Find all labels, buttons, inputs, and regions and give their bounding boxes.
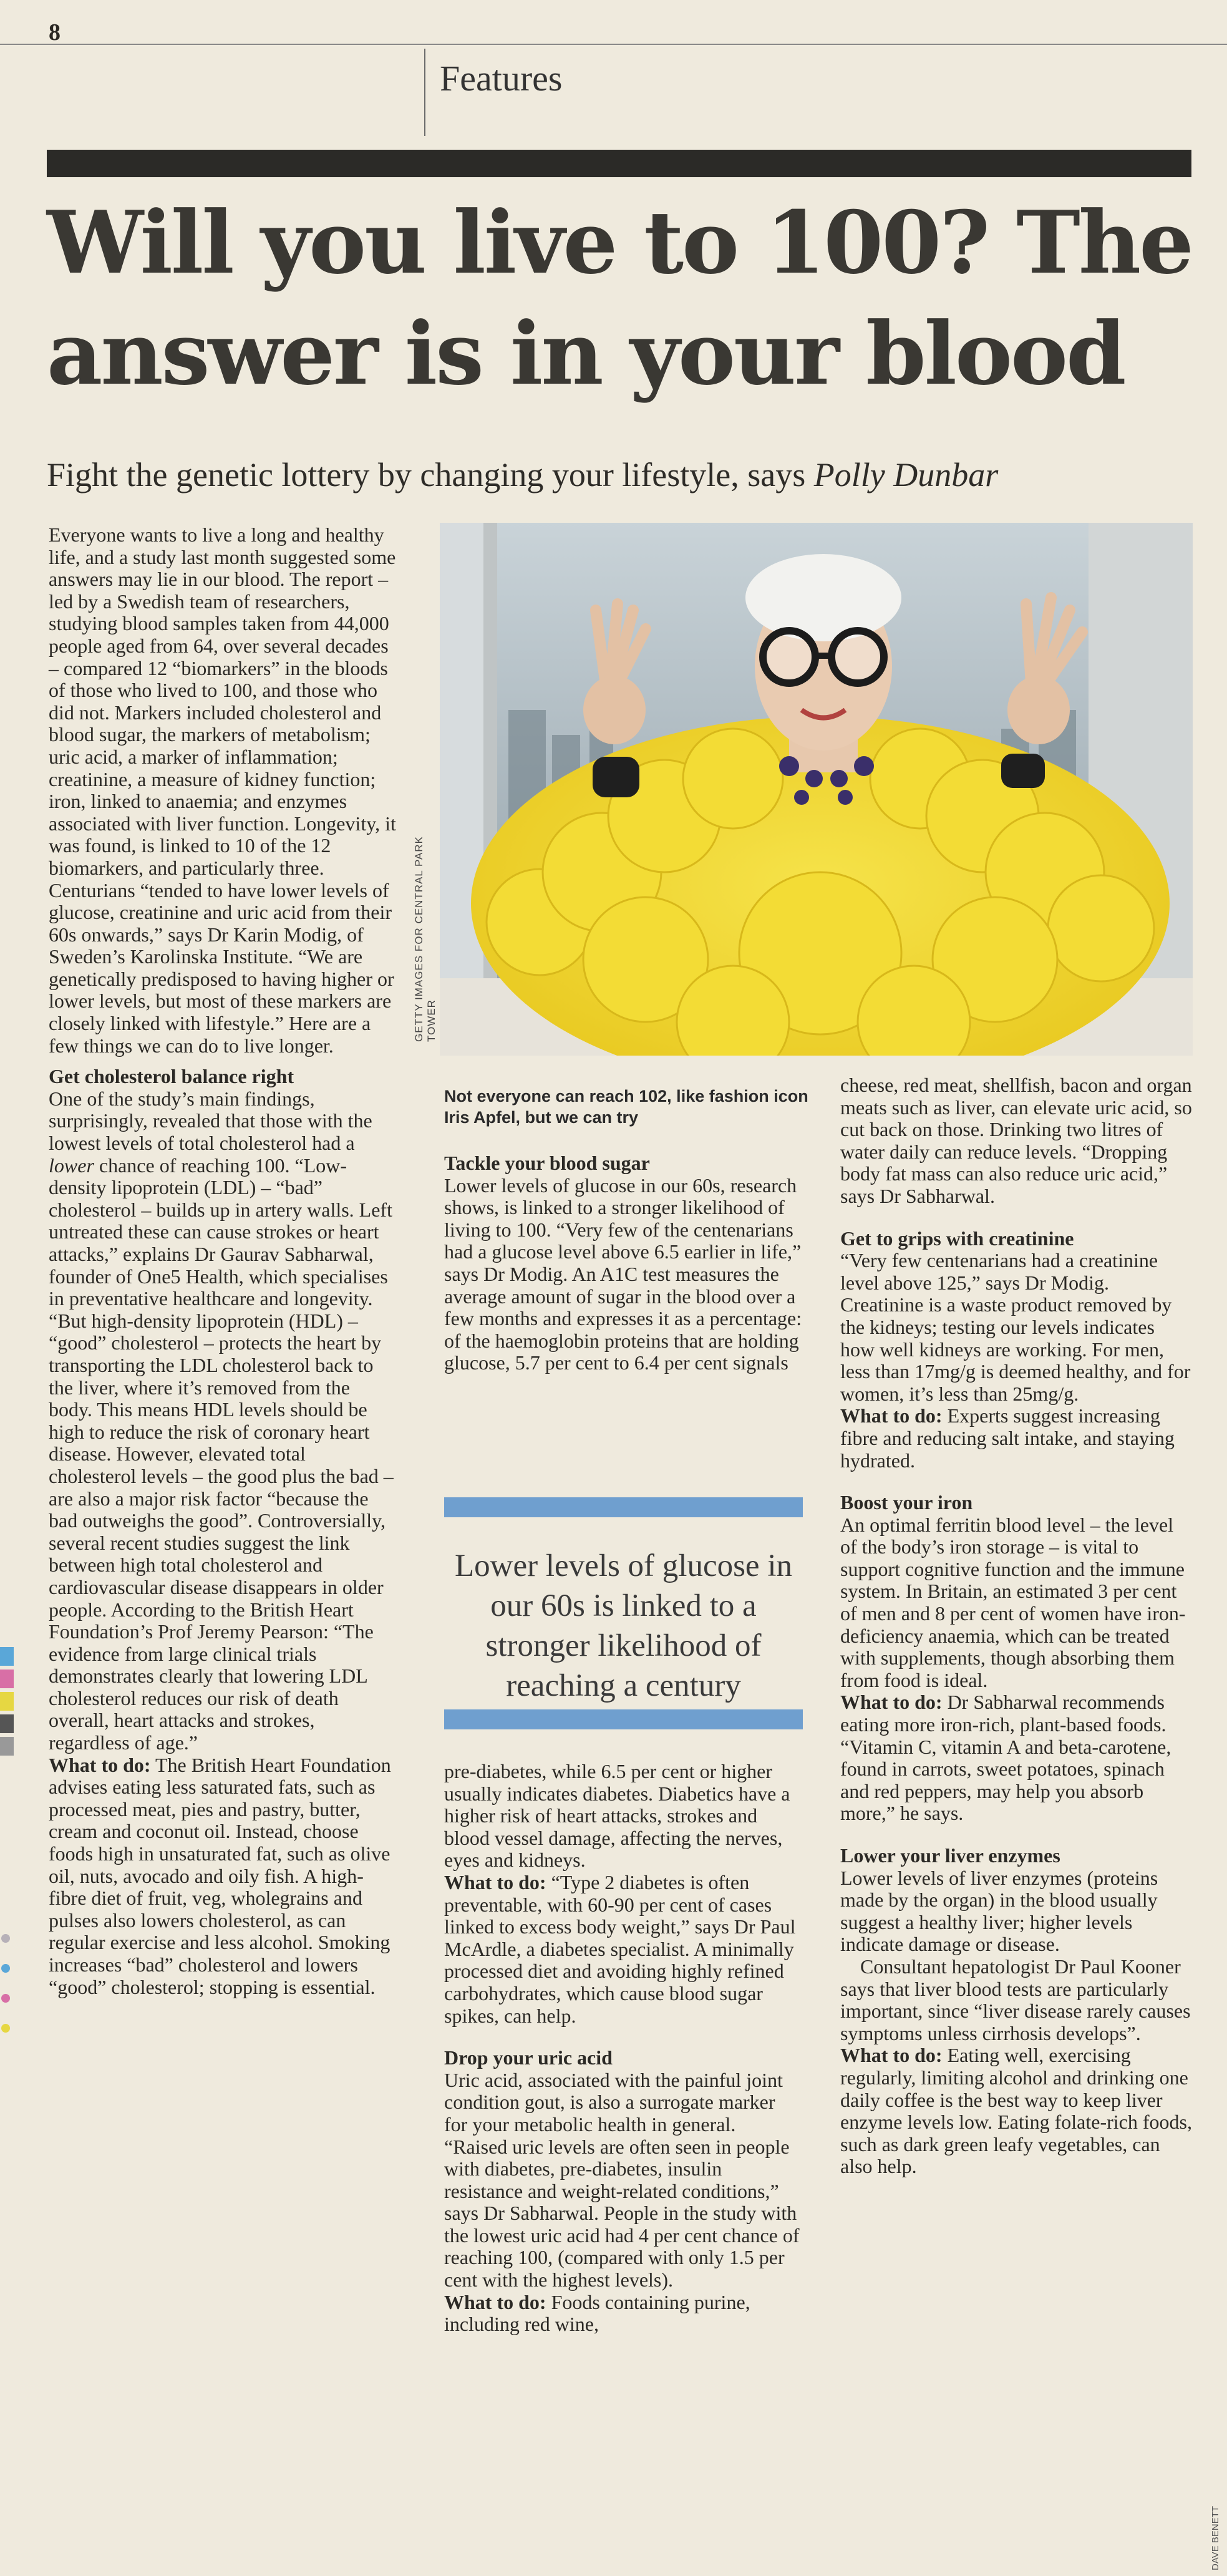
headline-bar — [47, 150, 1191, 177]
cholesterol-paragraph: One of the study’s main findings, surprisingly, revealed that those with the lowest levels of total cholesterol had a lower chance of reaching 100. “Low-density lipoprotein (LDL) – “bad” cholesterol – builds up in artery walls. Left untreated these can cause strokes or heart attacks,” explains Dr Gaurav Sabharwal, founder of One5 Health, which specialises in preventative healthcare and longevity. “But high-density lipoprotein (HDL) – “good” cholesterol – protects the heart by transporting the LDL cholesterol back to the liver, where it’s removed from the body. This means HDL levels should be high to reduce the risk of coronary heart disease. However, elevated total cholesterol levels – the good plus the bad – are also a major risk factor “because the bad outweighs the good”. Controversially, several recent studies suggest the link between high total cholesterol and cardiovascular disease disappears in older people. According to the British Heart Foundation’s Prof Jeremy Pearson: “The evidence from large clinical trials demonstrates clearly that lowering LDL cholesterol reduces our risk of death overall, heart attacks and strokes, regardless of age.” — [49, 1087, 394, 1754]
registration-dots — [1, 1934, 10, 2054]
pull-quote: Lower levels of glucose in our 60s is linked to a stronger likelihood of reaching a century — [454, 1548, 792, 1703]
creatinine-what-to-do: What to do: Experts suggest increasing fibre and reducing salt intake, and staying hydrated. — [840, 1404, 1175, 1472]
iron-paragraph: An optimal ferritin blood level – the level of the body’s iron storage – is vital to support cognitive function and the immune system. In Britain, an estimated 3 per cent of men and 8 per cent of women have iron-deficiency anaemia, which can be treated with supplements, though absorbing them from food is ideal. — [840, 1513, 1186, 1691]
subheading-uric-acid: Drop your uric acid — [444, 2046, 613, 2069]
standfirst — [47, 455, 1195, 494]
cholesterol-what-to-do: What to do: The British Heart Foundation advises eating less saturated fats, such as processed meat, pies and pastry, butter, cream and coconut oil. Instead, choose foods high in unsaturated fat, such as olive oil, nuts, avocado and oily fish. A high-fibre diet of fruit, veg, wholegrains and pulses also lowers cholesterol, as can regular exercise and less alcohol. Smoking increases “bad” cholesterol and lowers “good” cholesterol; stopping is essential. — [49, 1753, 391, 1998]
subheading-liver: Lower your liver enzymes — [840, 1844, 1060, 1867]
subheading-cholesterol: Get cholesterol balance right — [49, 1065, 294, 1088]
photo-caption: Not everyone can reach 102, like fashion icon Iris Apfel, but we can try — [444, 1087, 808, 1127]
intro-paragraph: Everyone wants to live a long and healthy life, and a study last month suggested some answers may lie in our blood. The report – led by a Swedish team of researchers, studying blood samples taken from 44,000 people aged from 64, over several decades – compared 12 “biomarkers” in the bloods of those who lived to 100, and those who did not. Markers included cholesterol and blood sugar, the markers of metabolism; uric acid, a marker of inflammation; creatinine, a measure of kidney function; iron, linked to anaemia; and enzymes associated with liver function. Longevity, it was found, is linked to 10 of the 12 biomarkers, and particularly three. Centurians “tended to have lower levels of glucose, creatinine and uric acid from their 60s onwards,” says Dr Karin Modig, of Sweden’s Karolinska Institute. “We are genetically predisposed to having higher or lower levels, but most of these markers are closely linked with lifestyle.” Here are a few things we can do to live longer. — [49, 523, 396, 1057]
liver-what-to-do: What to do: Eating well, exercising regularly, limiting alcohol and drinking one daily coffee is the best way to keep liver enzyme levels low. Eating folate-rich foods, such as dark green leafy vegetables, can also help. — [840, 2044, 1192, 2178]
subheading-iron: Boost your iron — [840, 1491, 973, 1514]
page-number: 8 — [49, 19, 61, 46]
blood-sugar-paragraph: Lower levels of glucose in our 60s, research shows, is linked to a stronger likelihood of living to 100. “Very few of the centenarians had a glucose level above 6.5 earlier in life,” says Dr Modig. An A1C test measures the average amount of sugar in the blood over a few months and expresses it as a percentage: of the haemoglobin proteins that are holding glucose, 5.7 per cent to 6.4 per cent signals — [444, 1174, 802, 1374]
section-divider — [424, 49, 425, 136]
standfirst-text: Fight the genetic lottery by changing your lifestyle, says — [47, 456, 806, 493]
column-2-upper — [444, 1152, 803, 1374]
diabetes-paragraph: pre-diabetes, while 6.5 per cent or higher usually indicates diabetes. Diabetics have a higher risk of heart attacks, strokes and blood vessel damage, affecting the nerves, eyes and kidneys. — [444, 1760, 790, 1872]
iron-what-to-do: What to do: Dr Sabharwal recommends eating more iron-rich, plant-based foods. “Vitamin C, vitamin A and beta-carotene, found in carrots, sweet potatoes, spinach and red peppers, may help you absorb more,” he says. — [840, 1691, 1171, 1825]
column-1 — [49, 524, 397, 1998]
liver-paragraph-2: Consultant hepatologist Dr Paul Kooner says that liver blood tests are particularly important, since “liver disease rarely causes symptoms unless cirrhosis develops”. — [840, 1955, 1191, 2044]
photo-iris-apfel — [440, 523, 1193, 1056]
blood-sugar-what-to-do: What to do: “Type 2 diabetes is often preventable, with 60-90 per cent of cases linked to excess body weight,” says Dr Paul McArdle, a diabetes specialist. A minimally processed diet and avoiding highly refined carbohydrates, which cause blood sugar spikes, can help. — [444, 1870, 796, 2027]
subheading-creatinine: Get to grips with creatinine — [840, 1227, 1074, 1250]
column-2-lower — [444, 1761, 803, 2336]
standfirst-author: Polly Dunbar — [813, 456, 999, 493]
colour-registration-strip — [0, 1647, 14, 1759]
pull-quote-top-rule — [444, 1497, 803, 1517]
column-3 — [840, 1074, 1193, 2178]
photo-credit: GETTY IMAGES FOR CENTRAL PARK TOWER — [413, 835, 437, 1042]
subheading-blood-sugar: Tackle your blood sugar — [444, 1152, 650, 1174]
portrait-illustration — [440, 523, 1193, 1056]
uric-acid-what-to-do: What to do: Foods containing purine, including red wine, — [444, 2290, 750, 2336]
section-label: Features — [440, 58, 563, 99]
photographer-credit: DAVE BENETT — [1210, 2506, 1221, 2570]
top-rule — [0, 44, 1227, 45]
uric-acid-continued: cheese, red meat, shellfish, bacon and organ meats such as liver, can elevate uric acid, so cut back on those. Drinking two litres of water daily can reduce levels. “Dropping body fat mass can also reduce uric acid,” says Dr Sabharwal. — [840, 1074, 1192, 1207]
headline: Will you live to 100? The answer is in your blood — [47, 192, 1192, 404]
liver-paragraph: Lower levels of liver enzymes (proteins made by the organ) in the blood usually suggest a healthy liver; higher levels indicate damage or disease. — [840, 1866, 1158, 1956]
uric-acid-paragraph: Uric acid, associated with the painful joint condition gout, is also a surrogate marker for your metabolic health in general. “Raised uric levels are often seen in people with diabetes, pre-diabetes, insulin resistance and weight-related conditions,” says Dr Sabharwal. People in the study with the lowest uric acid had 4 per cent chance of reaching 100, (compared with only 1.5 per cent with the highest levels). — [444, 2068, 800, 2292]
creatinine-paragraph: “Very few centenarians had a creatinine level above 125,” says Dr Modig. Creatinine is a waste product removed by the kidneys; testing our levels indicates how well kidneys are working. For men, less than 17mg/g is deemed healthy, and for women, it’s less than 25mg/g. — [840, 1249, 1191, 1405]
pull-quote-bottom-rule — [444, 1709, 803, 1729]
